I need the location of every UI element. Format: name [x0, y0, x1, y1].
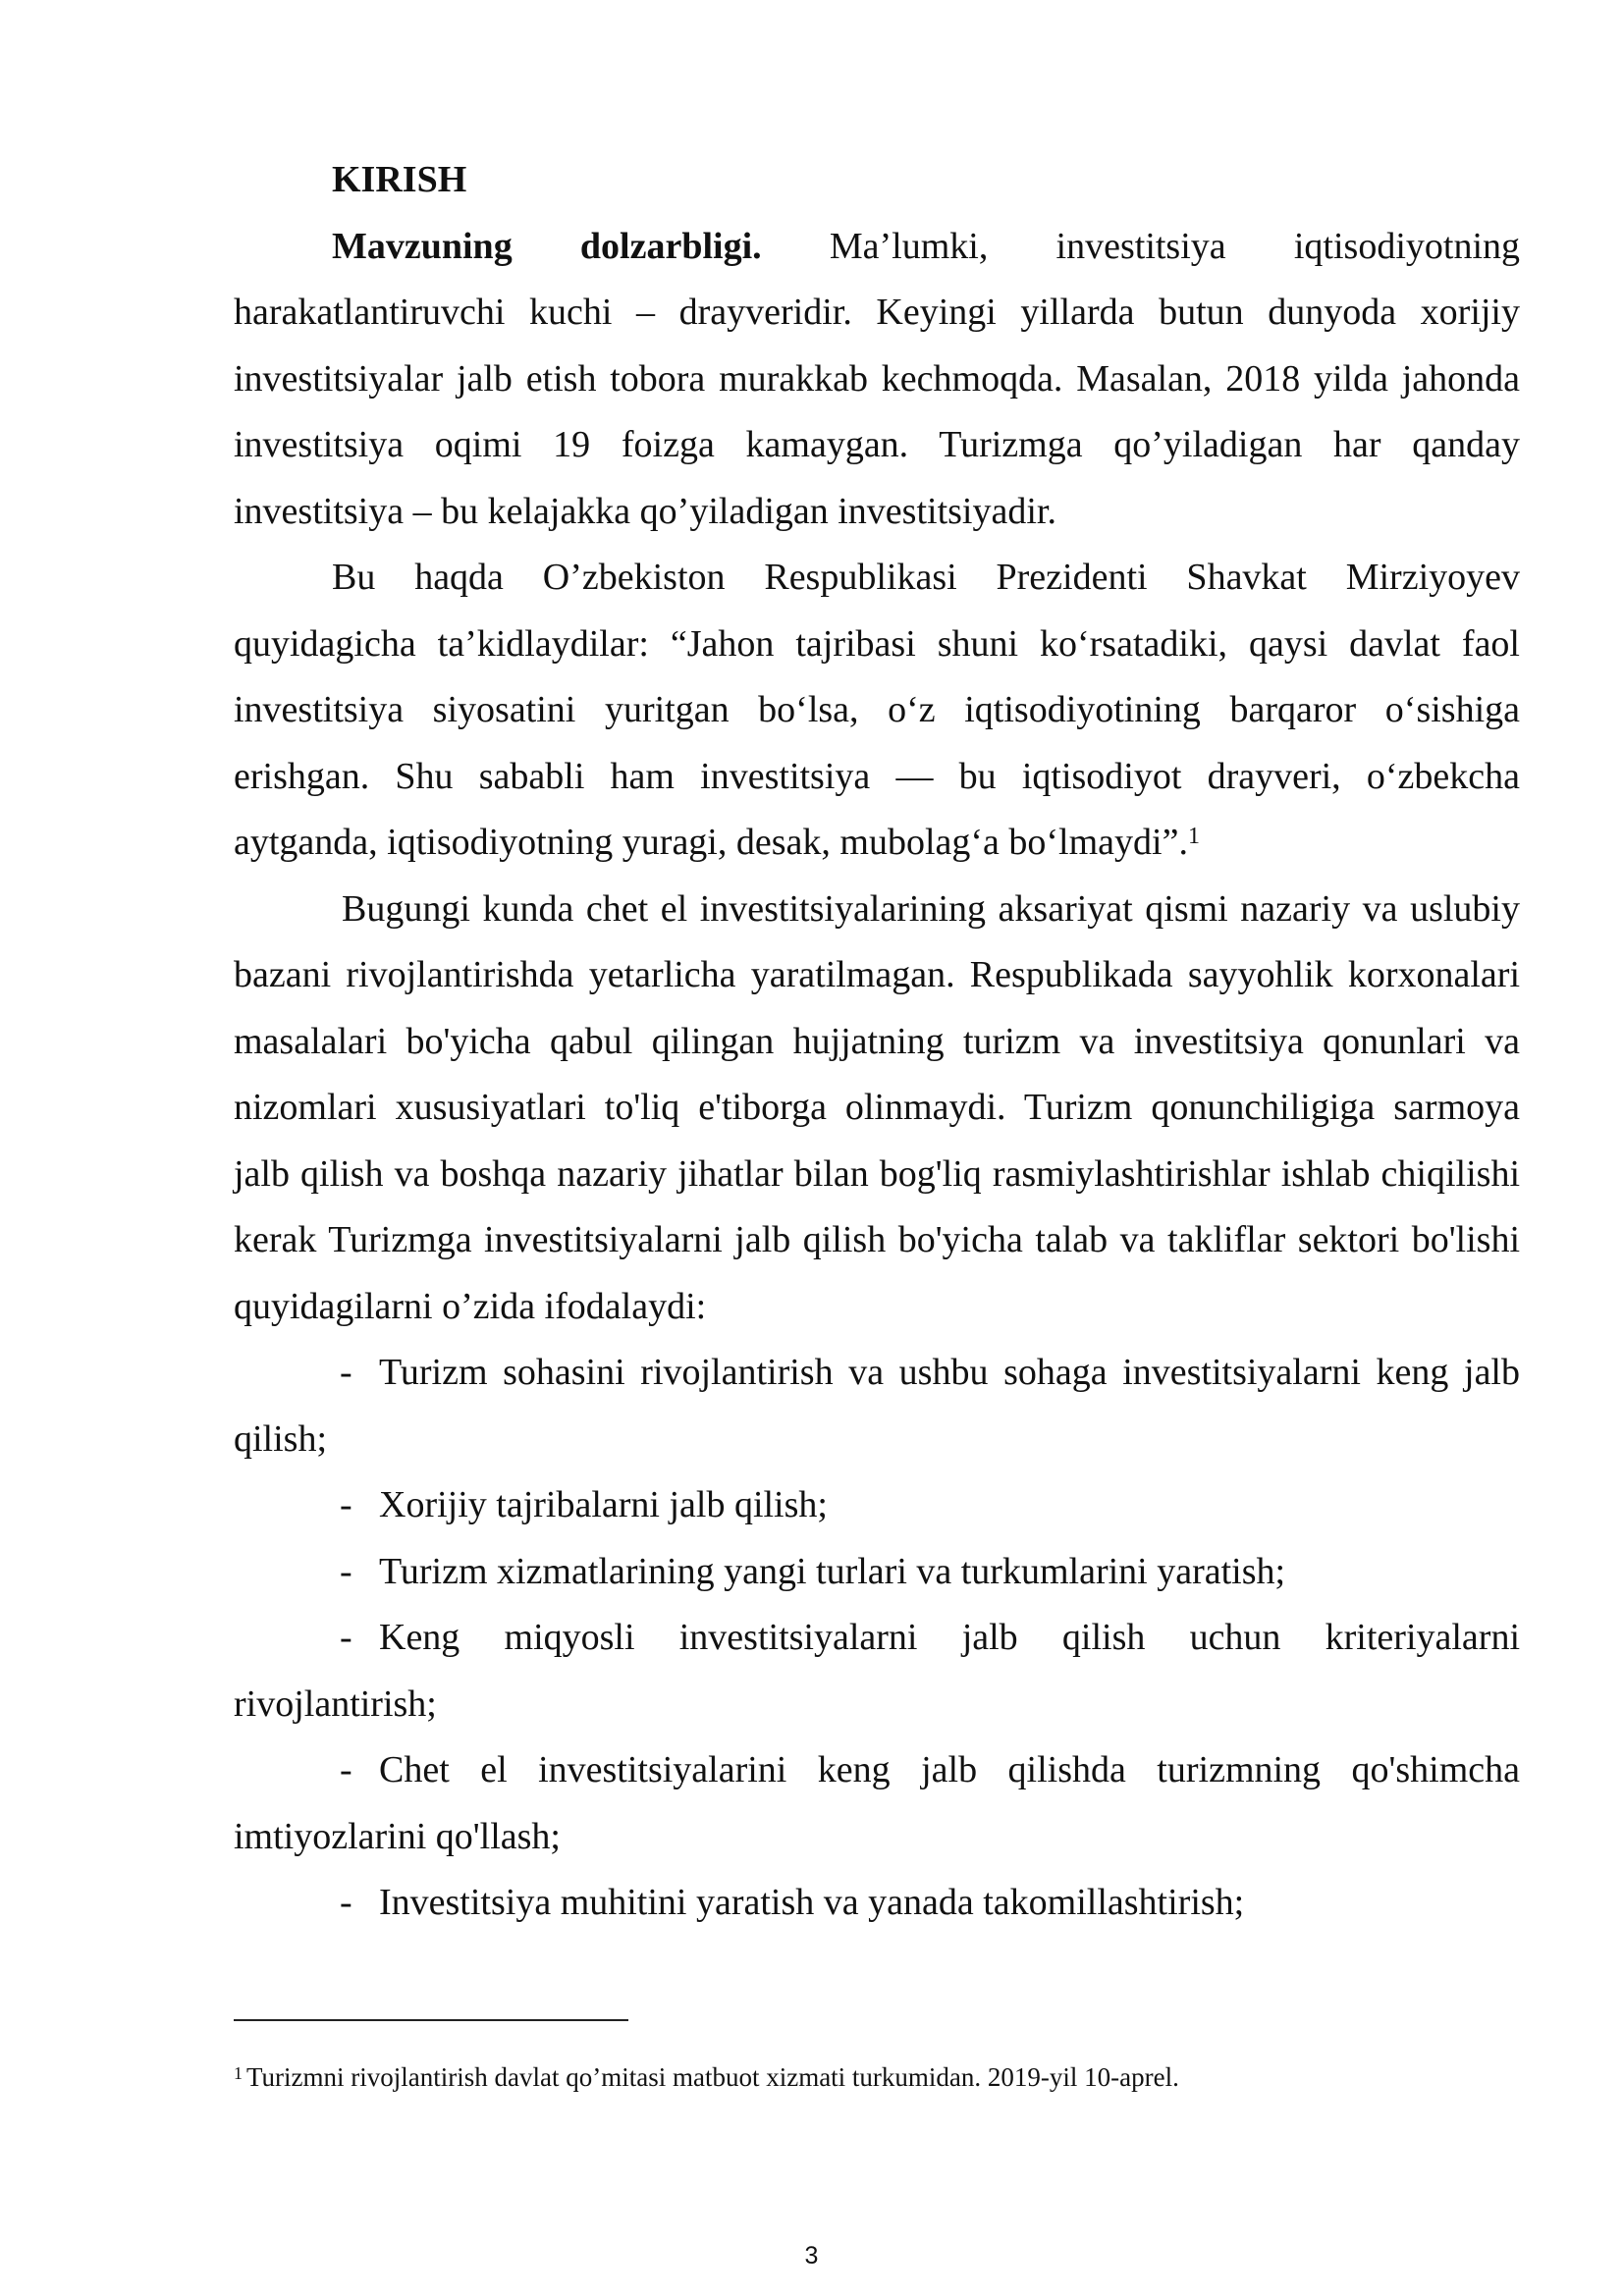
paragraph-lead: Mavzuning dolzarbligi.: [332, 225, 762, 267]
list-dash: -: [340, 1352, 352, 1393]
list-item-text: Xorijiy tajribalarni jalb qilish;: [379, 1484, 828, 1525]
paragraph-relevance-text: Ma’lumki, investitsiya iqtisodiyotning harakatlantiruvchi kuchi – drayveridir. Keyingi yillarda butun dunyoda xorijiy investitsiyalar jalb etish tobora murakkab kechmoqda. Masalan, 2018 yilda jahonda investitsiya oqimi 19 foizga kamaygan. Turizmga qo’yiladigan har qanday investitsiya – bu kelajakka qo’yiladigan investitsiyadir.: [234, 225, 1520, 532]
list-item: [234, 1870, 1520, 1937]
list-dash: -: [340, 1484, 352, 1525]
list-item-text: Investitsiya muhitini yaratish va yanada takomillashtirish;: [379, 1882, 1245, 1923]
paragraph-president-quote: [234, 545, 1520, 877]
list-item-text: Keng miqyosli investitsiyalarni jalb qilish uchun kriteriyalarni rivojlantirish;: [234, 1617, 1520, 1725]
list-item: [234, 1539, 1520, 1606]
footnote: [234, 2059, 1520, 2095]
list-dash: -: [340, 1882, 352, 1923]
page-number: 3: [804, 2242, 819, 2269]
list-dash: -: [340, 1617, 352, 1658]
paragraph-relevance: [234, 214, 1520, 546]
list-item-text: Turizm sohasini rivojlantirish va ushbu sohaga investitsiyalarni keng jalb qilish;: [234, 1352, 1520, 1460]
list-item: [234, 1340, 1520, 1472]
main-text: [234, 147, 1520, 1937]
footnote-mark: 1: [234, 2063, 243, 2083]
list-item-text: Chet el investitsiyalarini keng jalb qilishda turizmning qo'shimcha imtiyozlarini qo'llash;: [234, 1749, 1520, 1857]
footnote-text: Turizmni rivojlantirish davlat qo’mitasi matbuot xizmati turkumidan. 2019-yil 10-aprel.: [246, 2062, 1179, 2092]
footnote-reference[interactable]: 1: [1187, 824, 1200, 849]
list-dash: -: [340, 1550, 352, 1592]
paragraph-president-quote-text: Bu haqda O’zbekiston Respublikasi Prezidenti Shavkat Mirziyoyev quyidagicha ta’kidlaydilar: “Jahon tajribasi shuni ko‘rsatadiki, qaysi davlat faol investitsiya siyosatini yuritgan bo‘lsa, o‘z iqtisodiyotining barqaror o‘sishiga erishgan. Shu sababli ham investitsiya — bu iqtisodiyot drayveri, o‘zbekcha aytganda, iqtisodiyotning yuragi, desak, mubolag‘a bo‘lmaydi”.: [234, 557, 1520, 863]
list-item: [234, 1472, 1520, 1539]
list-item: [234, 1737, 1520, 1870]
paragraph-current-state: Bugungi kunda chet el investitsiyalarining aksariyat qismi nazariy va uslubiy bazani rivojlantirishda yetarlicha yaratilmagan. Respublikada sayyohlik korxonalari masalalari bo'yicha qabul qilingan hujjatning turizm va investitsiya qonunlari va nizomlari xususiyatlari to'liq e'tiborga olinmaydi. Turizm qonunchiligiga sarmoya jalb qilish va boshqa nazariy jihatlar bilan bog'liq rasmiylashtirishlar ishlab chiqilishi kerak Turizmga investitsiyalarni jalb qilish bo'yicha talab va takliflar sektori bo'lishi quyidagilarni o’zida ifodalaydi:: [234, 887, 1520, 1327]
list-item-text: Turizm xizmatlarining yangi turlari va turkumlarini yaratish;: [379, 1550, 1286, 1592]
list-dash: -: [340, 1749, 352, 1790]
section-heading: KIRISH: [332, 159, 467, 200]
footnote-divider: [234, 2019, 628, 2021]
list-item: [234, 1605, 1520, 1737]
